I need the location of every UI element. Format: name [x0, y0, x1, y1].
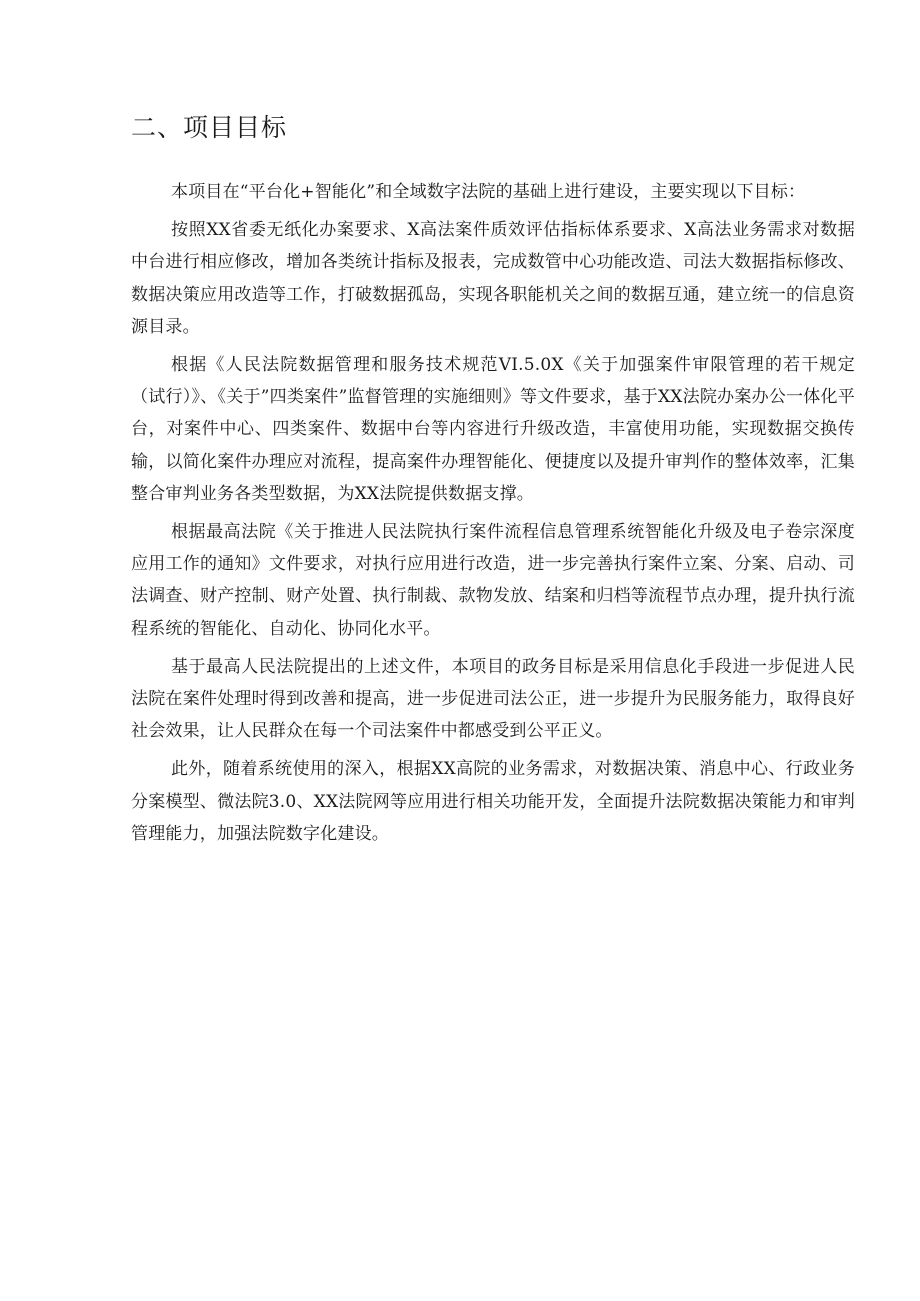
paragraph-standards: 根据《人民法院数据管理和服务技术规范VI.5.0X《关于加强案件审限管理的若干规定（试行）》、《关于”四类案件”监督管理的实施细则》等文件要求，基于XX法院办案办公一体化平台，对案件中心、四类案件、数据中台等内容进行升级改造，丰富使用功能，实现数据交换传输，以简化案件办理应对流程，提高案件办理智能化、便捷度以及提升审判作的整体效率，汇集整合审判业务各类型数据，为XX法院提供数据支撑。	[131, 355, 855, 504]
paragraph-data-platform: 按照XX省委无纸化办案要求、X高法案件质效评估指标体系要求、X高法业务需求对数据中台进行相应修改，增加各类统计指标及报表，完成数管中心功能改造、司法大数据指标修改、数据决策应用改造等工作，打破数据孤岛，实现各职能机关之间的数据互通，建立统一的信息资源目录。	[131, 220, 855, 337]
paragraph-additional: 此外，随着系统使用的深入，根据XX高院的业务需求，对数据决策、消息中心、行政业务分案模型、微法院3.0、XX法院网等应用进行相关功能开发，全面提升法院数据决策能力和审判管理能力，加强法院数字化建设。	[131, 759, 855, 844]
body-text	[131, 176, 855, 856]
paragraph-intro: 本项目在“平台化+智能化”和全域数字法院的基础上进行建设，主要实现以下目标：	[171, 182, 806, 202]
paragraph-execution: 根据最高法院《关于推进人民法院执行案件流程信息管理系统智能化升级及电子卷宗深度应用工作的通知》文件要求，对执行应用进行改造，进一步完善执行案件立案、分案、启动、司法调查、财产控制、财产处置、执行制裁、款物发放、结案和归档等流程节点办理，提升执行流程系统的智能化、自动化、协同化水平。	[131, 522, 855, 639]
paragraph-goals: 基于最高人民法院提出的上述文件，本项目的政务目标是采用信息化手段进一步促进人民法院在案件处理时得到改善和提高，进一步促进司法公正，进一步提升为民服务能力，取得良好社会效果，让人民群众在每一个司法案件中都感受到公平正义。	[131, 656, 855, 742]
section-heading: 二、项目目标	[131, 113, 288, 142]
